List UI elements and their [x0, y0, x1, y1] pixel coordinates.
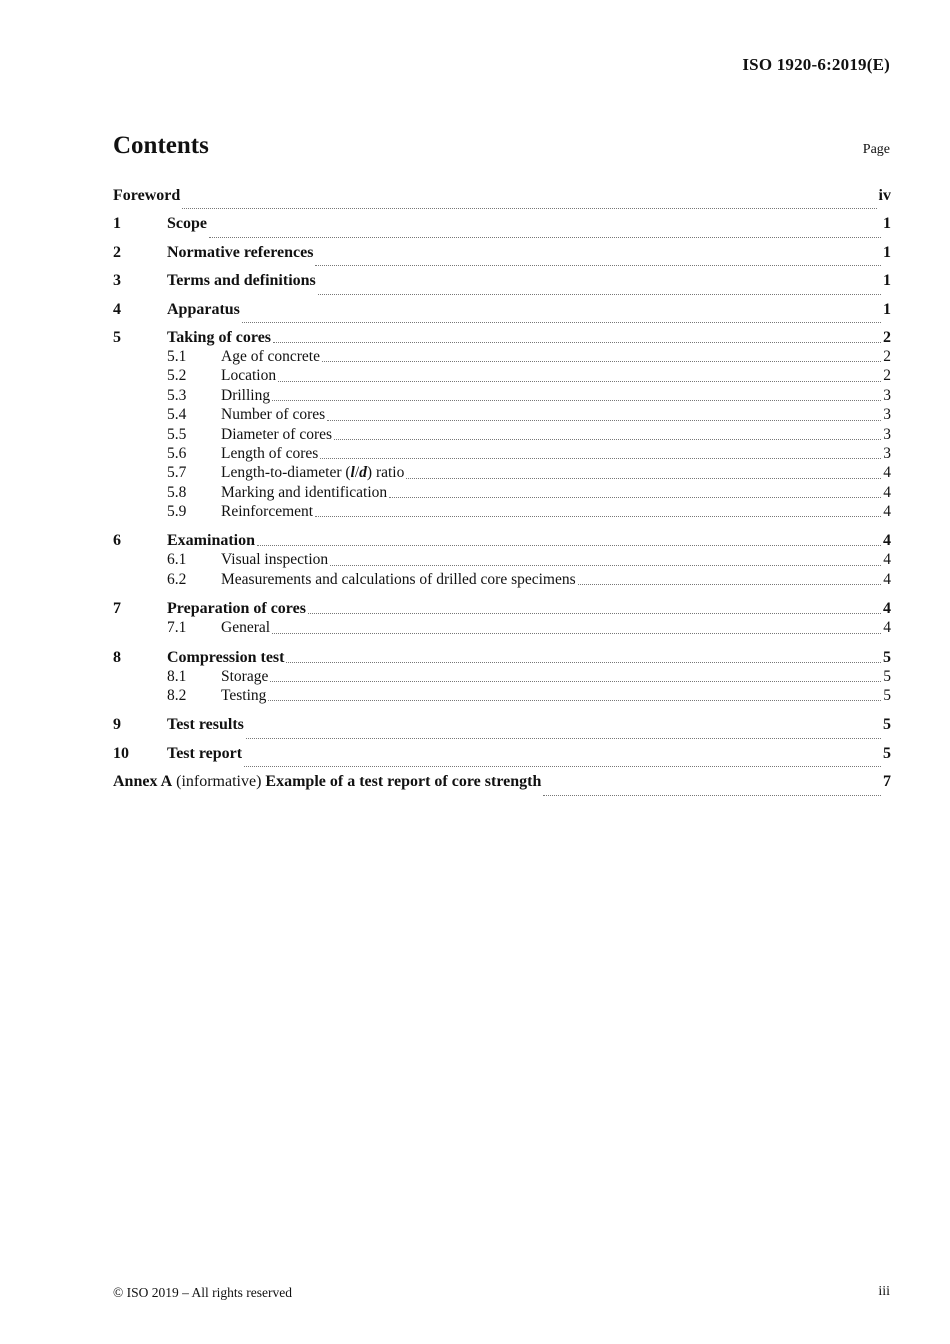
toc-number: 3: [113, 272, 121, 290]
toc-label: Diameter of cores: [221, 425, 333, 443]
dot-leader: [315, 515, 881, 517]
toc-entry-3[interactable]: [113, 270, 891, 298]
toc-entry-5-7[interactable]: [113, 463, 891, 482]
toc-entry-5-1[interactable]: [113, 347, 891, 366]
toc-page: 4: [883, 532, 891, 550]
dot-leader: [244, 765, 881, 767]
dot-leader: [182, 207, 876, 209]
toc-entry-foreword[interactable]: [113, 185, 891, 213]
dot-leader: [246, 737, 881, 739]
toc-entry-7[interactable]: [113, 598, 891, 618]
toc-entry-5-9[interactable]: [113, 502, 891, 521]
dot-leader: [327, 419, 881, 421]
toc-entry-9[interactable]: [113, 714, 891, 742]
toc-number: 1: [113, 215, 121, 233]
toc-number: 4: [113, 300, 121, 318]
dot-leader: [278, 380, 881, 382]
dot-leader: [273, 341, 881, 343]
copyright-notice: © ISO 2019 – All rights reserved: [113, 1285, 292, 1300]
toc-page: 4: [883, 503, 891, 521]
toc-label: [113, 771, 541, 793]
toc-number: 5.9: [167, 503, 187, 521]
toc-entry-6-2[interactable]: [113, 570, 891, 589]
toc-number: 8: [113, 648, 121, 666]
toc-page: 1: [883, 272, 891, 290]
toc-label: Measurements and calculations of drilled core specimens: [221, 570, 576, 588]
toc-entry-5[interactable]: [113, 327, 891, 347]
toc-entry-5-3[interactable]: [113, 386, 891, 405]
toc-number: 5.7: [167, 464, 187, 482]
toc-entry-annex-a[interactable]: [113, 771, 891, 799]
toc-number: 5.5: [167, 425, 187, 443]
toc-number: 5.4: [167, 406, 187, 424]
dot-leader: [322, 360, 881, 362]
toc-page: 1: [883, 300, 891, 318]
toc-page: 5: [883, 744, 891, 762]
toc-label: Age of concrete: [221, 347, 320, 365]
toc-number: 7: [113, 600, 121, 618]
dot-leader: [270, 680, 881, 682]
dot-leader: [308, 612, 881, 614]
dot-leader: [272, 632, 881, 634]
toc-number: 5: [113, 328, 121, 346]
toc-page: 3: [883, 444, 891, 462]
toc-entry-5-5[interactable]: [113, 425, 891, 444]
toc-number: 6.2: [167, 570, 187, 588]
toc-page: 7: [883, 773, 891, 791]
toc-page: 4: [883, 551, 891, 569]
toc-page: 2: [883, 347, 891, 365]
dot-leader: [242, 321, 881, 323]
toc-page: 5: [883, 716, 891, 734]
toc-label: Marking and identification: [221, 483, 388, 501]
toc-page: 4: [883, 570, 891, 588]
annex-prefix: Annex A: [113, 773, 173, 791]
toc-page: 4: [883, 619, 891, 637]
toc-label: Drilling: [221, 386, 271, 404]
page-number: iii: [878, 1284, 890, 1299]
toc-number: 7.1: [167, 619, 187, 637]
toc-entry-5-2[interactable]: [113, 366, 891, 385]
toc-page: iv: [878, 187, 891, 204]
toc-number: 5.2: [167, 367, 187, 385]
toc-entry-6[interactable]: [113, 530, 891, 550]
toc-label: Length of cores: [221, 444, 319, 462]
toc-page: 5: [883, 687, 891, 705]
dot-leader: [334, 438, 881, 440]
symbol-d: d: [359, 464, 367, 482]
toc-label: Test report: [167, 744, 243, 762]
toc-entry-4[interactable]: [113, 299, 891, 327]
document-id: ISO 1920-6:2019(E): [742, 55, 890, 74]
toc-label: Taking of cores: [167, 328, 272, 346]
symbol-l: l: [350, 464, 355, 482]
toc-label: Visual inspection: [221, 551, 329, 569]
toc-page: 4: [883, 600, 891, 618]
toc-label: Storage: [221, 667, 269, 685]
dot-leader: [286, 661, 881, 663]
toc-label: Examination: [167, 532, 256, 550]
toc-entry-5-4[interactable]: [113, 405, 891, 424]
annex-qualifier: (informative): [172, 773, 266, 791]
toc-entry-7-1[interactable]: [113, 618, 891, 637]
toc-number: 6.1: [167, 551, 187, 569]
toc-label: Testing: [221, 687, 267, 705]
dot-leader: [272, 399, 881, 401]
toc-page: 3: [883, 406, 891, 424]
toc-label: [221, 463, 404, 482]
toc-page: 3: [883, 386, 891, 404]
toc-number: 10: [113, 744, 129, 762]
toc-label: Apparatus: [167, 300, 240, 318]
dot-leader: [315, 264, 881, 266]
toc-entry-1[interactable]: [113, 213, 891, 241]
dot-leader: [578, 583, 882, 585]
dot-leader: [257, 544, 881, 546]
toc-page: 4: [883, 464, 891, 482]
page-column-label: Page: [862, 142, 890, 157]
dot-leader: [318, 293, 881, 295]
dot-leader: [543, 794, 881, 796]
dot-leader: [268, 699, 881, 701]
toc-number: 2: [113, 243, 121, 261]
toc-label: Compression test: [167, 648, 285, 666]
toc-page: 2: [883, 328, 891, 346]
toc-label: Number of cores: [221, 406, 326, 424]
toc-number: 8.2: [167, 687, 187, 705]
toc-number: 6: [113, 532, 121, 550]
label-text: Length-to-diameter (: [221, 464, 351, 482]
toc-page: 4: [883, 483, 891, 501]
toc-number: 5.3: [167, 386, 187, 404]
toc-label: Terms and definitions: [167, 272, 316, 290]
toc-number: 8.1: [167, 667, 187, 685]
label-text: ) ratio: [366, 464, 405, 482]
annex-title: Example of a test report of core strength: [265, 773, 542, 791]
toc-page: 2: [883, 367, 891, 385]
toc-page: 3: [883, 425, 891, 443]
toc-entry-10[interactable]: [113, 743, 891, 771]
toc-label: Scope: [167, 215, 207, 233]
toc-label: Preparation of cores: [167, 600, 306, 618]
toc-label: Reinforcement: [221, 503, 314, 521]
page-title: Contents: [113, 132, 209, 159]
toc-page: 5: [883, 648, 891, 666]
dot-leader: [389, 496, 881, 498]
toc-page: 5: [883, 667, 891, 685]
toc-number: 5.1: [167, 347, 187, 365]
toc-label: General: [221, 619, 271, 637]
dot-leader: [406, 477, 881, 479]
dot-leader: [330, 564, 881, 566]
toc-number: 5.8: [167, 483, 187, 501]
toc-entry-5-8[interactable]: [113, 483, 891, 502]
toc-entry-2[interactable]: [113, 242, 891, 270]
toc-number: 5.6: [167, 444, 187, 462]
table-of-contents: [113, 185, 891, 800]
toc-label: Normative references: [167, 243, 314, 261]
dot-leader: [320, 457, 881, 459]
toc-page: 1: [883, 215, 891, 233]
dot-leader: [209, 236, 881, 238]
label-slash: /: [354, 464, 360, 482]
toc-label: Location: [221, 367, 277, 385]
toc-page: 1: [883, 243, 891, 261]
toc-entry-8[interactable]: [113, 647, 891, 667]
toc-entry-5-6[interactable]: [113, 444, 891, 463]
toc-number: 9: [113, 716, 121, 734]
toc-entry-6-1[interactable]: [113, 550, 891, 569]
toc-label: Test results: [167, 716, 244, 734]
toc-label: Foreword: [113, 187, 181, 204]
toc-entry-8-1[interactable]: [113, 667, 891, 686]
toc-entry-8-2[interactable]: [113, 686, 891, 705]
